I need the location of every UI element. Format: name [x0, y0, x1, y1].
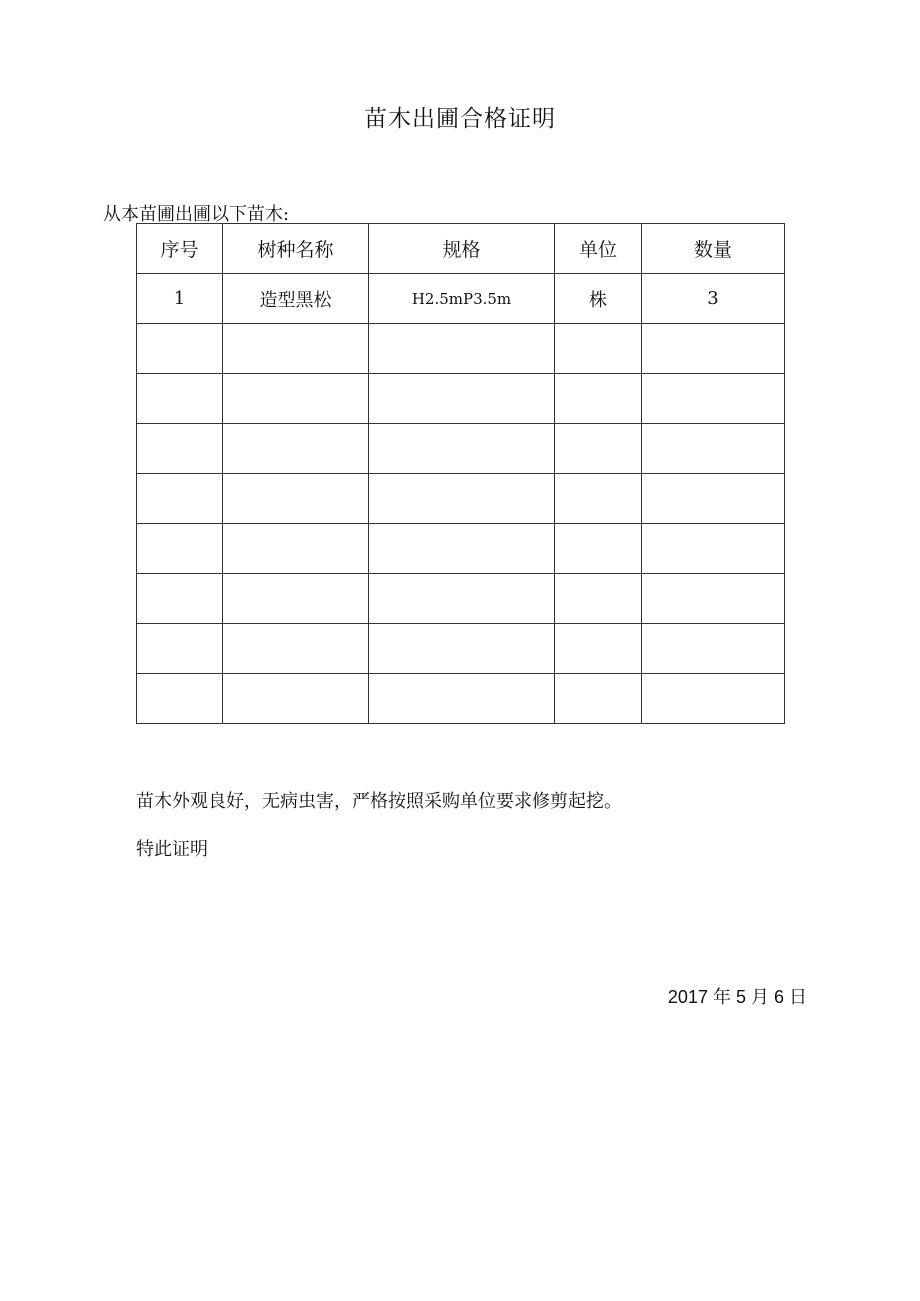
- cell-index: [137, 524, 223, 574]
- cell-index: [137, 324, 223, 374]
- table-row: [137, 674, 785, 724]
- header-species: 树种名称: [223, 224, 369, 274]
- cell-species: [223, 674, 369, 724]
- cell-index: [137, 474, 223, 524]
- cell-spec: [369, 624, 555, 674]
- intro-text: 从本苗圃出圃以下苗木:: [103, 204, 290, 225]
- table-row: [137, 524, 785, 574]
- cell-unit: [555, 424, 642, 474]
- document-title: 苗木出圃合格证明: [364, 106, 556, 132]
- cell-index: [137, 374, 223, 424]
- cell-unit: [555, 324, 642, 374]
- cell-spec: [369, 674, 555, 724]
- cell-species: [223, 424, 369, 474]
- cell-spec: [369, 324, 555, 374]
- cell-quantity: [642, 424, 785, 474]
- cell-quantity: [642, 324, 785, 374]
- cell-spec: [369, 374, 555, 424]
- table-row: [137, 374, 785, 424]
- issue-date: 2017 年 5 月 6 日: [667, 987, 807, 1007]
- cell-spec: [369, 524, 555, 574]
- cell-species: [223, 324, 369, 374]
- table-row: [137, 474, 785, 524]
- table-row: [137, 424, 785, 474]
- cell-unit: [555, 524, 642, 574]
- table-row: [137, 324, 785, 374]
- cell-unit: [555, 674, 642, 724]
- cell-index: [137, 574, 223, 624]
- cell-species: [223, 624, 369, 674]
- cell-species: 造型黑松: [223, 274, 369, 324]
- header-quantity: 数量: [642, 224, 785, 274]
- header-index: 序号: [137, 224, 223, 274]
- cell-quantity: [642, 474, 785, 524]
- cell-index: 1: [137, 274, 223, 324]
- table-row: [137, 274, 785, 324]
- cell-species: [223, 574, 369, 624]
- cell-unit: [555, 474, 642, 524]
- cell-quantity: 3: [642, 274, 785, 324]
- cell-quantity: [642, 574, 785, 624]
- cell-quantity: [642, 374, 785, 424]
- quality-statement: 苗木外观良好，无病虫害，严格按照采购单位要求修剪起挖。: [136, 791, 622, 812]
- cell-index: [137, 424, 223, 474]
- cell-quantity: [642, 524, 785, 574]
- cell-species: [223, 474, 369, 524]
- cell-unit: [555, 624, 642, 674]
- header-unit: 单位: [555, 224, 642, 274]
- cell-unit: 株: [555, 274, 642, 324]
- cell-spec: [369, 474, 555, 524]
- cell-spec: [369, 424, 555, 474]
- cell-unit: [555, 374, 642, 424]
- table-row: [137, 624, 785, 674]
- cell-spec: [369, 574, 555, 624]
- cell-index: [137, 674, 223, 724]
- table-row: [137, 574, 785, 624]
- cell-index: [137, 624, 223, 674]
- cell-quantity: [642, 624, 785, 674]
- cell-spec: H2.5mP3.5m: [369, 274, 555, 324]
- cell-species: [223, 374, 369, 424]
- seedling-table: [136, 223, 785, 724]
- cell-quantity: [642, 674, 785, 724]
- cell-unit: [555, 574, 642, 624]
- cell-species: [223, 524, 369, 574]
- header-spec: 规格: [369, 224, 555, 274]
- table-header-row: [137, 224, 785, 274]
- closing-text: 特此证明: [136, 839, 208, 860]
